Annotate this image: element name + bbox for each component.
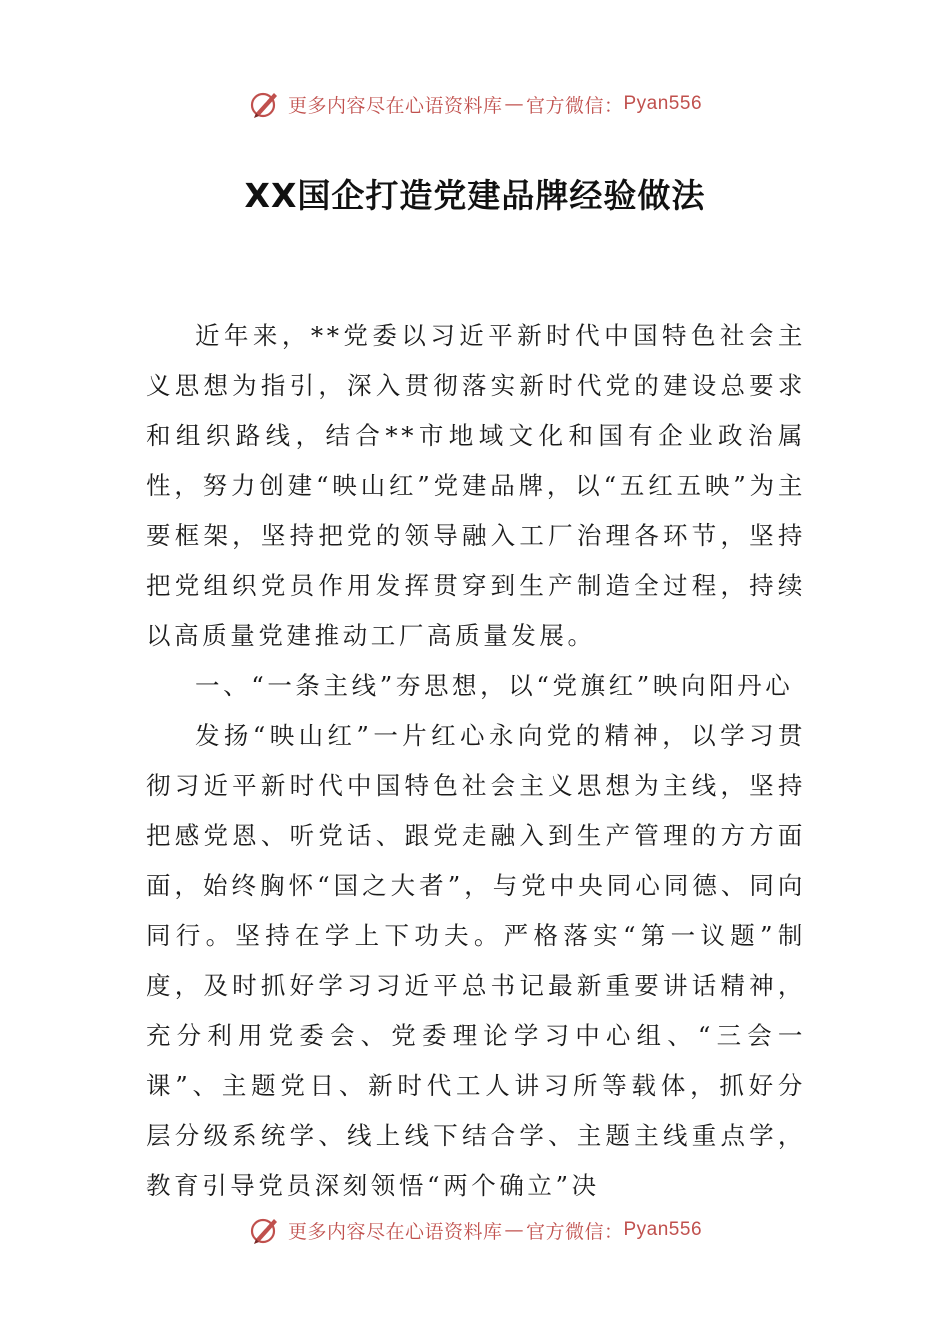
pen-logo-icon	[248, 87, 282, 121]
section-heading-1: 一、“一条主线”夯思想，以“党旗红”映向阳丹心	[195, 671, 794, 700]
paragraph-intro: 近年来，**党委以习近平新时代中国特色社会主义思想为指引，深入贯彻落实新时代党的建设总要求和组织路线，结合**市地域文化和国有企业政治属性，努力创建“映山红”党建品牌，以“五红五映”为主要框架，坚持把党的领导融入工厂治理各环节，坚持把党组织党员作用发挥贯穿到生产制造全过程，持续以高质量党建推动工厂高质量发展。	[146, 321, 806, 650]
watermark-separator: —	[504, 93, 524, 115]
watermark-label: 官方微信：	[525, 1220, 624, 1243]
watermark-label: 官方微信：	[525, 94, 624, 117]
watermark-account: Pyan556	[623, 93, 703, 114]
watermark-account: Pyan556	[623, 1219, 703, 1240]
watermark-text: 更多内容尽在心语资料库	[287, 94, 503, 117]
watermark-separator: —	[504, 1219, 524, 1241]
footer-watermark	[0, 1210, 950, 1250]
header-watermark	[0, 84, 950, 124]
pen-logo-icon	[248, 1213, 282, 1247]
document-title: XX国企打造党建品牌经验做法	[244, 176, 706, 215]
watermark-text: 更多内容尽在心语资料库	[287, 1220, 503, 1243]
paragraph-section-1: 发扬“映山红”一片红心永向党的精神，以学习贯彻习近平新时代中国特色社会主义思想为主线，坚持把感党恩、听党话、跟党走融入到生产管理的方方面面，始终胸怀“国之大者”，与党中央同心同德、同向同行。坚持在学上下功夫。严格落实“第一议题”制度，及时抓好学习习近平总书记最新重要讲话精神，充分利用党委会、党委理论学习中心组、“三会一课”、主题党日、新时代工人讲习所等载体，抓好分层分级系统学、线上线下结合学、主题主线重点学，教育引导党员深刻领悟“两个确立”决	[146, 721, 806, 1200]
document-body	[146, 311, 806, 1211]
